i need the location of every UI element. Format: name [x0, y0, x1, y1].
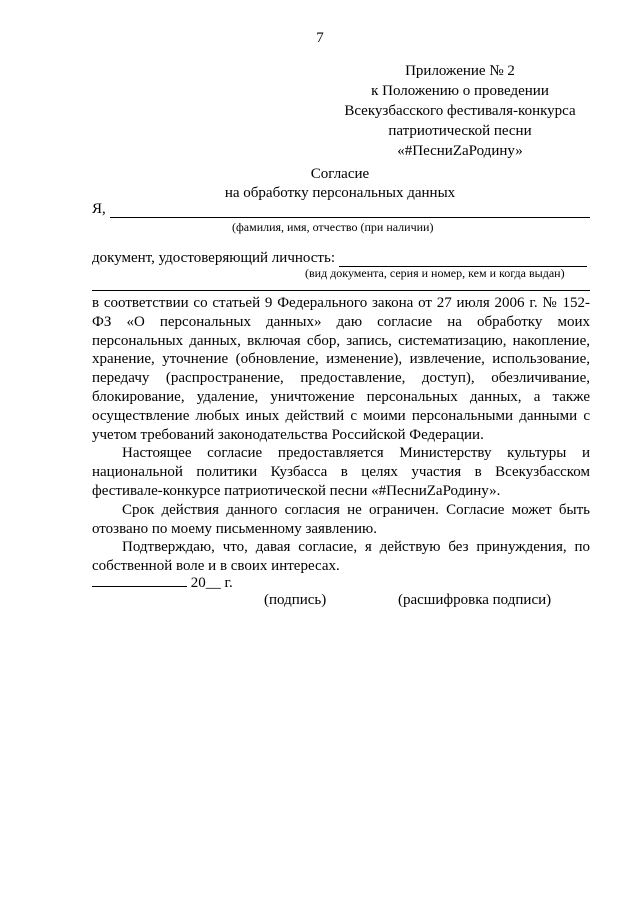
document-continuation-line[interactable] — [92, 290, 590, 291]
consent-paragraph: Срок действия данного согласия не ограничен. Согласие может быть отозвано по моему письменному заявлению. — [92, 501, 590, 537]
name-field-row — [92, 200, 590, 218]
document-fill-line[interactable] — [339, 251, 587, 267]
appendix-line: патриотической песни — [388, 123, 532, 139]
name-fill-line[interactable] — [110, 202, 590, 218]
consent-paragraph: Настоящее согласие предоставляется Министерству культуры и национальной политики Кузбасса в целях участия в Всекузбасском фестивале-конкурсе патриотической песни «#ПесниZaРодину». — [92, 445, 590, 499]
appendix-header — [330, 61, 590, 161]
signature-label: (подпись) — [264, 592, 327, 608]
consent-paragraph: в соответствии со статьей 9 Федерального закона от 27 июля 2006 г. № 152-ФЗ «О персональных данных» даю согласие на обработку моих персональных данных, включая сбор, запись, систематизацию, накопление, хранение, уточнение (обновление, изменение), извлечение, использование, передачу (распространение, предоставление, доступ), обезличивание, блокирование, удаление, уничтожение персональных данных, а также осуществление любых иных действий с моими персональными данными с учетом требований законодательства Российской Федерации. — [92, 295, 590, 443]
title-line: Согласие — [310, 166, 370, 182]
consent-paragraph: Подтверждаю, что, давая согласие, я действую без принуждения, по собственной воле и в своих интересах. — [92, 539, 590, 575]
page-number: 7 — [316, 30, 324, 46]
appendix-line: Приложение № 2 — [405, 63, 515, 79]
date-fill-line[interactable] — [92, 572, 187, 587]
consent-body — [92, 294, 590, 576]
signature-decode-label: (расшифровка подписи) — [398, 592, 552, 608]
date-row — [92, 572, 233, 592]
title-line: на обработку персональных данных — [224, 185, 456, 201]
appendix-line: «#ПесниZaРодину» — [397, 143, 523, 159]
document-title — [90, 165, 590, 203]
document-field-row — [92, 249, 587, 267]
appendix-line: Всекузбасского фестиваля-конкурса — [344, 103, 576, 119]
i-label: Я, — [92, 201, 106, 217]
document-caption: (вид документа, серия и номер, кем и когда выдан) — [305, 266, 565, 280]
date-text: 20__ г. — [190, 575, 233, 591]
document-label: документ, удостоверяющий личность: — [92, 250, 335, 266]
name-caption: (фамилия, имя, отчество (при наличии) — [232, 220, 434, 234]
appendix-line: к Положению о проведении — [371, 83, 549, 99]
